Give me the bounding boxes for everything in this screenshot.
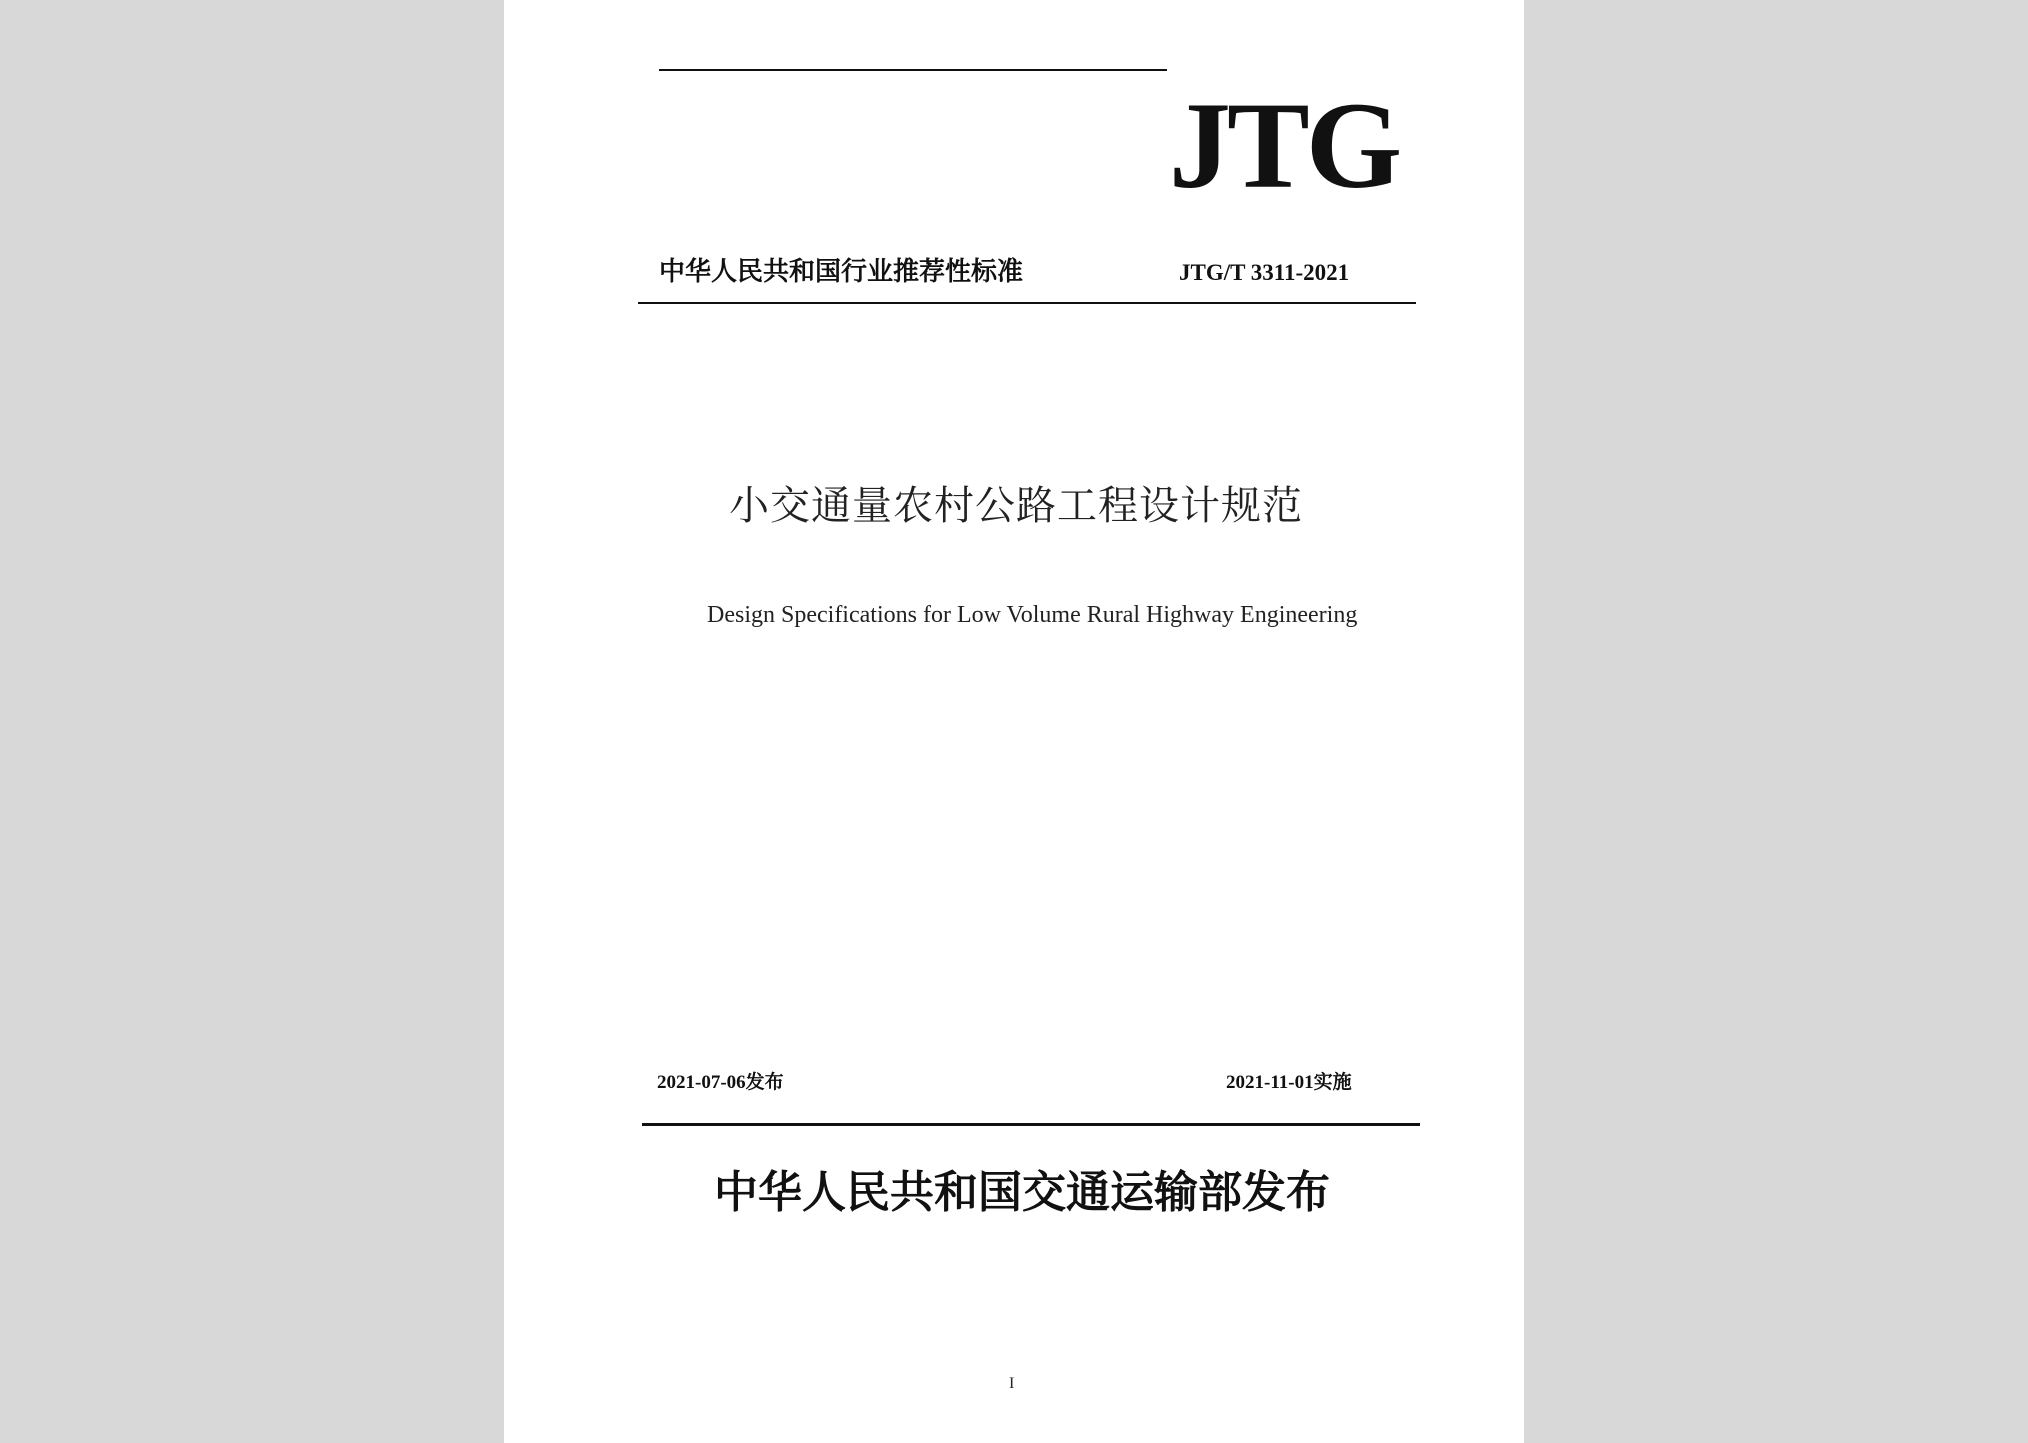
publisher-name: 中华人民共和国交通运输部发布 [714, 1167, 1330, 1218]
title-chinese: 小交通量农村公路工程设计规范 [729, 483, 1303, 529]
title-english: Design Specifications for Low Volume Rural Highway Engineering [707, 602, 1358, 628]
standard-code: JTG/T 3311-2021 [1179, 260, 1350, 285]
industry-standard-label: 中华人民共和国行业推荐性标准 [659, 257, 1024, 287]
top-rule [659, 69, 1167, 71]
footer-rule [642, 1123, 1420, 1126]
document-page [504, 0, 1524, 1443]
implement-date: 2021-11-01实施 [1226, 1072, 1352, 1093]
header-rule [638, 302, 1416, 304]
jtg-logo: JTG [1169, 77, 1399, 214]
publish-date: 2021-07-06发布 [657, 1072, 784, 1093]
page-number: I [1009, 1375, 1015, 1392]
